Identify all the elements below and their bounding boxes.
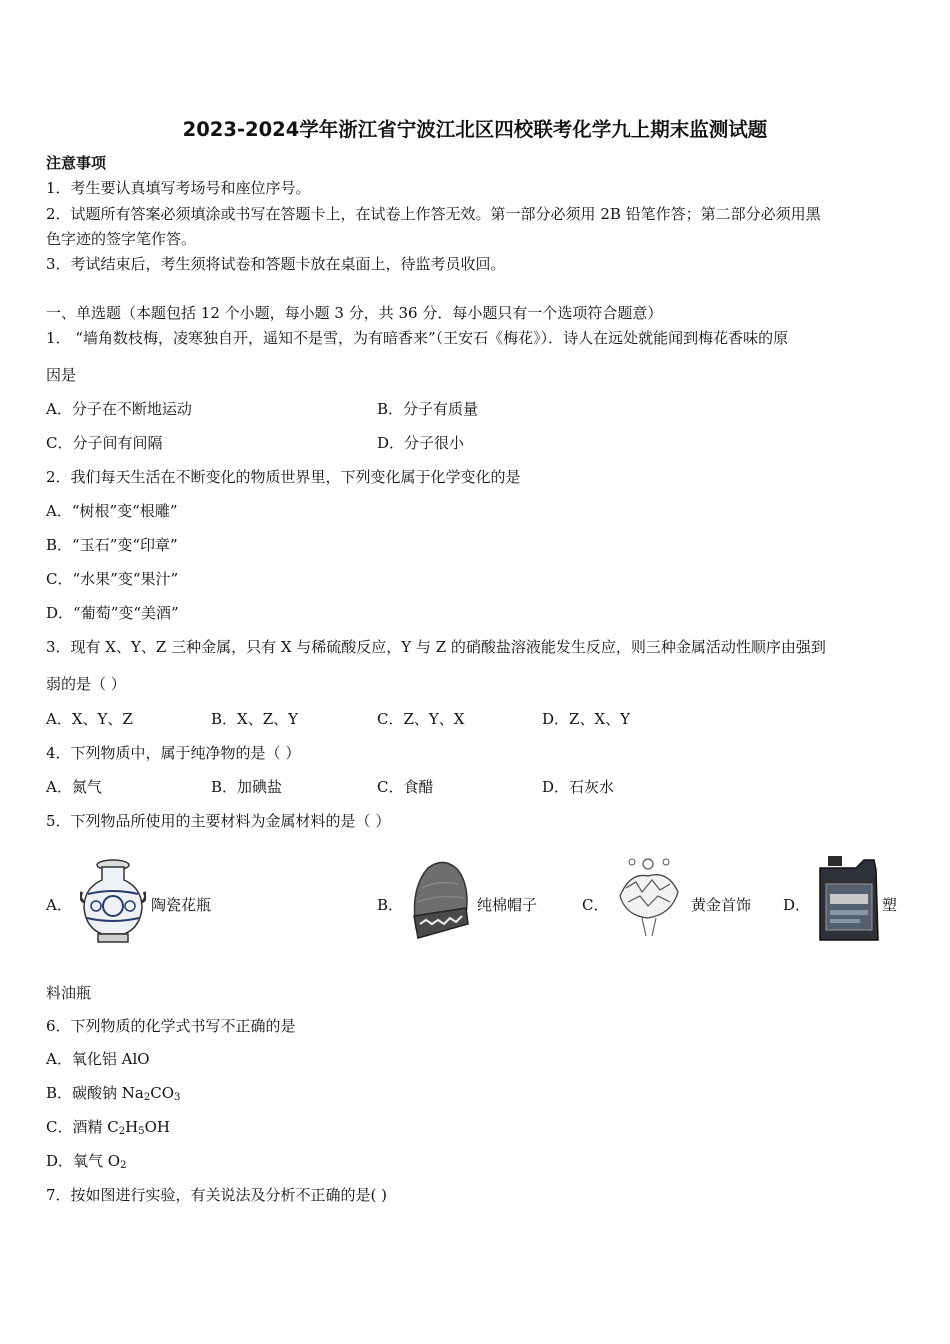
notice-item-3: 3．考试结束后，考生须将试卷和答题卡放在桌面上，待监考员收回。: [46, 255, 506, 273]
q6-option-c: [46, 1116, 170, 1137]
q3-option-a: A．X、Y、Z: [46, 710, 133, 728]
q2-option-c: C．“水果”变“果汁”: [46, 570, 179, 588]
q6-c-f2: H: [125, 1118, 139, 1136]
jewelry-image: [612, 852, 686, 940]
q6-option-d-label: D．氧气: [46, 1152, 108, 1170]
q6-option-c-label: C．酒精: [46, 1118, 108, 1136]
q2-option-d: D．“葡萄”变“美酒”: [46, 604, 179, 622]
q3-option-c: C．Z、Y、X: [377, 710, 465, 728]
hat-image: [408, 858, 470, 942]
q6-option-a-formula: AlO: [121, 1050, 150, 1068]
q1-stem-cont: 因是: [46, 366, 77, 384]
section-heading: 一、单选题（本题包括 12 个小题，每小题 3 分，共 36 分．每小题只有一个选项符合题意）: [46, 304, 663, 322]
notice-heading: 注意事项: [46, 154, 107, 172]
q5-stem: 5．下列物品所使用的主要材料为金属材料的是（ ）: [46, 812, 391, 830]
q6-c-f1: C: [107, 1118, 119, 1136]
q1-option-c: C．分子间有间隔: [46, 434, 163, 452]
q6-c-f3: OH: [144, 1118, 170, 1136]
q6-d-s1: 2: [120, 1160, 127, 1171]
q5-option-b-text: 纯棉帽子: [477, 896, 538, 914]
q5-option-c-text: 黄金首饰: [691, 896, 752, 914]
notice-item-1: 1．考生要认真填写考场号和座位序号。: [46, 179, 311, 197]
q1-stem: 1． “墙角数枝梅，凌寒独自开，遥知不是雪，为有暗香来”（王安石《梅花》）．诗人在远处就能闻到梅花香味的原: [46, 329, 789, 347]
q6-c-s1: 2: [118, 1126, 126, 1137]
notice-item-2: 2．试题所有答案必须填涂或书写在答题卡上，在试卷上作答无效。第一部分必须用 2B 铅笔作答；第二部分必须用黑: [46, 205, 821, 223]
q1-option-a: A．分子在不断地运动: [46, 400, 192, 418]
q2-option-a: A．“树根”变“根雕”: [46, 502, 178, 520]
q2-option-b: B．“玉石”变“印章”: [46, 536, 178, 554]
vase-image: [80, 858, 146, 944]
q6-option-b: [46, 1082, 180, 1103]
oil-bottle-image: [816, 856, 882, 942]
q6-option-b-label: B．碳酸钠: [46, 1084, 122, 1102]
q5-option-d-letter: D．: [783, 896, 811, 914]
page-title: 2023-2024学年浙江省宁波江北区四校联考化学九上期末监测试题: [182, 118, 768, 141]
q5-option-a-letter: A．: [46, 896, 72, 914]
q6-stem: 6．下列物质的化学式书写不正确的是: [46, 1017, 296, 1035]
q7-stem: 7．按如图进行实验，有关说法及分析不正确的是( ): [46, 1186, 388, 1204]
q6-b-s1: 2: [143, 1092, 151, 1103]
q4-option-a: A．氮气: [46, 778, 102, 796]
q6-option-a: [46, 1048, 150, 1069]
q4-option-b: B．加碘盐: [211, 778, 283, 796]
q5-option-c-letter: C．: [582, 896, 609, 914]
q1-option-d: D．分子很小: [377, 434, 465, 452]
q6-option-a-label: A．氧化铝: [46, 1050, 122, 1068]
q6-option-d: [46, 1150, 126, 1171]
q6-b-s2: 3: [174, 1092, 181, 1103]
q3-option-d: D．Z、X、Y: [542, 710, 631, 728]
q6-c-s2: 5: [138, 1126, 145, 1137]
q5-option-d-text: 塑: [882, 896, 898, 914]
q3-stem-cont: 弱的是（ ）: [46, 675, 126, 693]
q4-option-d: D．石灰水: [542, 778, 615, 796]
q4-stem: 4．下列物质中，属于纯净物的是（ ）: [46, 744, 301, 762]
q6-b-f2: CO: [150, 1084, 175, 1102]
q4-option-c: C．食醋: [377, 778, 434, 796]
q6-b-f1: Na: [121, 1084, 144, 1102]
notice-item-2-cont: 色字迹的签字笔作答。: [46, 230, 197, 248]
q5-option-d-text-cont: 料油瓶: [46, 984, 92, 1002]
q5-option-a-text: 陶瓷花瓶: [151, 896, 212, 914]
q2-stem: 2．我们每天生活在不断变化的物质世界里，下列变化属于化学变化的是: [46, 468, 521, 486]
q5-option-b-letter: B．: [377, 896, 404, 914]
q3-stem: 3．现有 X、Y、Z 三种金属，只有 X 与稀硫酸反应，Y 与 Z 的硝酸盐溶液能发生反应，则三种金属活动性顺序由强到: [46, 638, 826, 656]
q3-option-b: B．X、Z、Y: [211, 710, 299, 728]
q6-d-f1: O: [107, 1152, 121, 1170]
q1-option-b: B．分子有质量: [377, 400, 479, 418]
